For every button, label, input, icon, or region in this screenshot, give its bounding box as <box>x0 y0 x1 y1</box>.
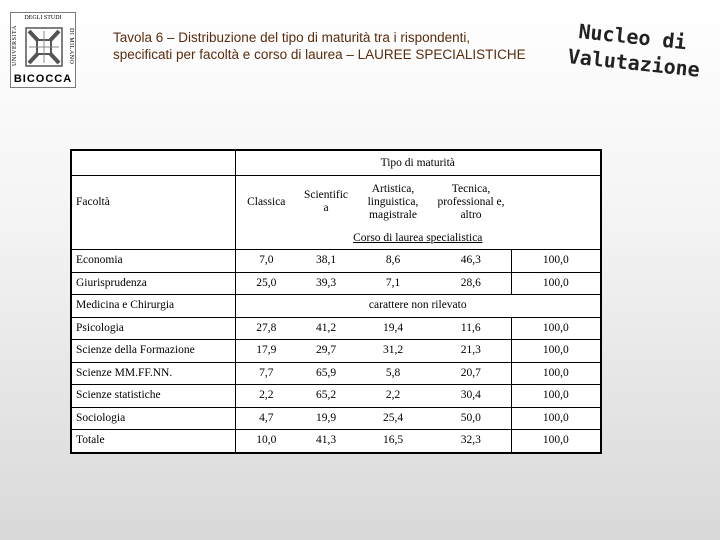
cell: 28,6 <box>431 272 511 295</box>
group-header: Tipo di maturità <box>235 150 601 176</box>
row-label: Totale <box>71 430 235 453</box>
total-cell: 100,0 <box>511 340 601 363</box>
cell: 39,3 <box>297 272 355 295</box>
cell: 5,8 <box>355 362 431 385</box>
cell: 46,3 <box>460 254 481 267</box>
row-label: Psicologia <box>71 317 235 340</box>
cell: 2,2 <box>235 385 297 408</box>
row-label: Scienze statistiche <box>71 385 235 408</box>
not-surveyed-note: carattere non rilevato <box>235 295 601 318</box>
column-header: Tecnica, professional e, altro <box>437 182 505 221</box>
logo-emblem-icon <box>25 27 63 67</box>
cell: 20,7 <box>431 362 511 385</box>
cell: 8,6 <box>385 254 401 267</box>
total-cell: 100,0 <box>511 430 601 453</box>
row-label: Giurisprudenza <box>71 272 235 295</box>
table-row <box>71 317 601 340</box>
table-row <box>71 430 601 453</box>
table-row <box>71 385 601 408</box>
row-label: Sociologia <box>71 407 235 430</box>
cell: 4,7 <box>235 407 297 430</box>
stamp-line-2: Valutazione <box>566 44 701 82</box>
group-header-row <box>71 150 601 176</box>
cell: 21,3 <box>431 340 511 363</box>
logo-left-text: UNIVERSITÀ <box>12 25 18 67</box>
maturity-table <box>70 149 602 454</box>
row-label: Economia <box>71 250 235 273</box>
table-row <box>71 250 601 273</box>
column-header: Classica <box>247 195 286 208</box>
column-header: Artistica, linguistica, magistrale <box>367 182 419 221</box>
table-row <box>71 295 601 318</box>
section-label: Corso di laurea specialistica <box>353 232 483 244</box>
row-label: Scienze MM.FF.NN. <box>71 362 235 385</box>
cell: 65,9 <box>297 362 355 385</box>
cell: 17,9 <box>235 340 297 363</box>
cell: 29,7 <box>297 340 355 363</box>
cell: 65,2 <box>297 385 355 408</box>
total-cell: 100,0 <box>511 385 601 408</box>
cell: 41,2 <box>297 317 355 340</box>
total-cell: 100,0 <box>511 250 601 273</box>
column-header-row <box>71 176 601 229</box>
cell: 32,3 <box>431 430 511 453</box>
page-title: Tavola 6 – Distribuzione del tipo di maturità tra i rispondenti, specificati per facoltà e corso di laurea – LAUREE SPECIALISTICHE <box>113 30 526 62</box>
logo-brand: BICOCCA <box>13 73 73 85</box>
section-header-row <box>71 228 601 250</box>
cell: 10,0 <box>235 430 297 453</box>
table-row <box>71 362 601 385</box>
cell: 25,0 <box>235 272 297 295</box>
table-row <box>71 272 601 295</box>
cell: 50,0 <box>431 407 511 430</box>
cell: 27,8 <box>235 317 297 340</box>
cell: 7,1 <box>355 272 431 295</box>
cell: 19,9 <box>297 407 355 430</box>
stamp-line-1: Nucleo di <box>577 19 688 55</box>
row-label: Medicina e Chirurgia <box>71 295 235 318</box>
university-logo <box>10 12 76 88</box>
total-cell: 100,0 <box>511 362 601 385</box>
table-row <box>71 340 601 363</box>
cell: 7,7 <box>235 362 297 385</box>
cell: 31,2 <box>355 340 431 363</box>
cell: 7,0 <box>259 254 274 267</box>
cell: 41,3 <box>297 430 355 453</box>
cell: 16,5 <box>355 430 431 453</box>
column-header: Scientific a <box>303 189 349 214</box>
cell: 2,2 <box>355 385 431 408</box>
cell: 30,4 <box>431 385 511 408</box>
cell: 11,6 <box>431 317 511 340</box>
total-cell: 100,0 <box>511 317 601 340</box>
cell: 25,4 <box>355 407 431 430</box>
nucleo-stamp <box>563 18 710 102</box>
row-header: Facoltà <box>71 176 235 229</box>
row-label: Scienze della Formazione <box>71 340 235 363</box>
logo-top-text: DEGLI STUDI <box>24 15 62 21</box>
total-cell: 100,0 <box>511 407 601 430</box>
cell: 38,1 <box>315 254 337 267</box>
total-cell: 100,0 <box>511 272 601 295</box>
cell: 19,4 <box>355 317 431 340</box>
table-row <box>71 407 601 430</box>
logo-right-text: DI MILANO <box>68 27 74 65</box>
